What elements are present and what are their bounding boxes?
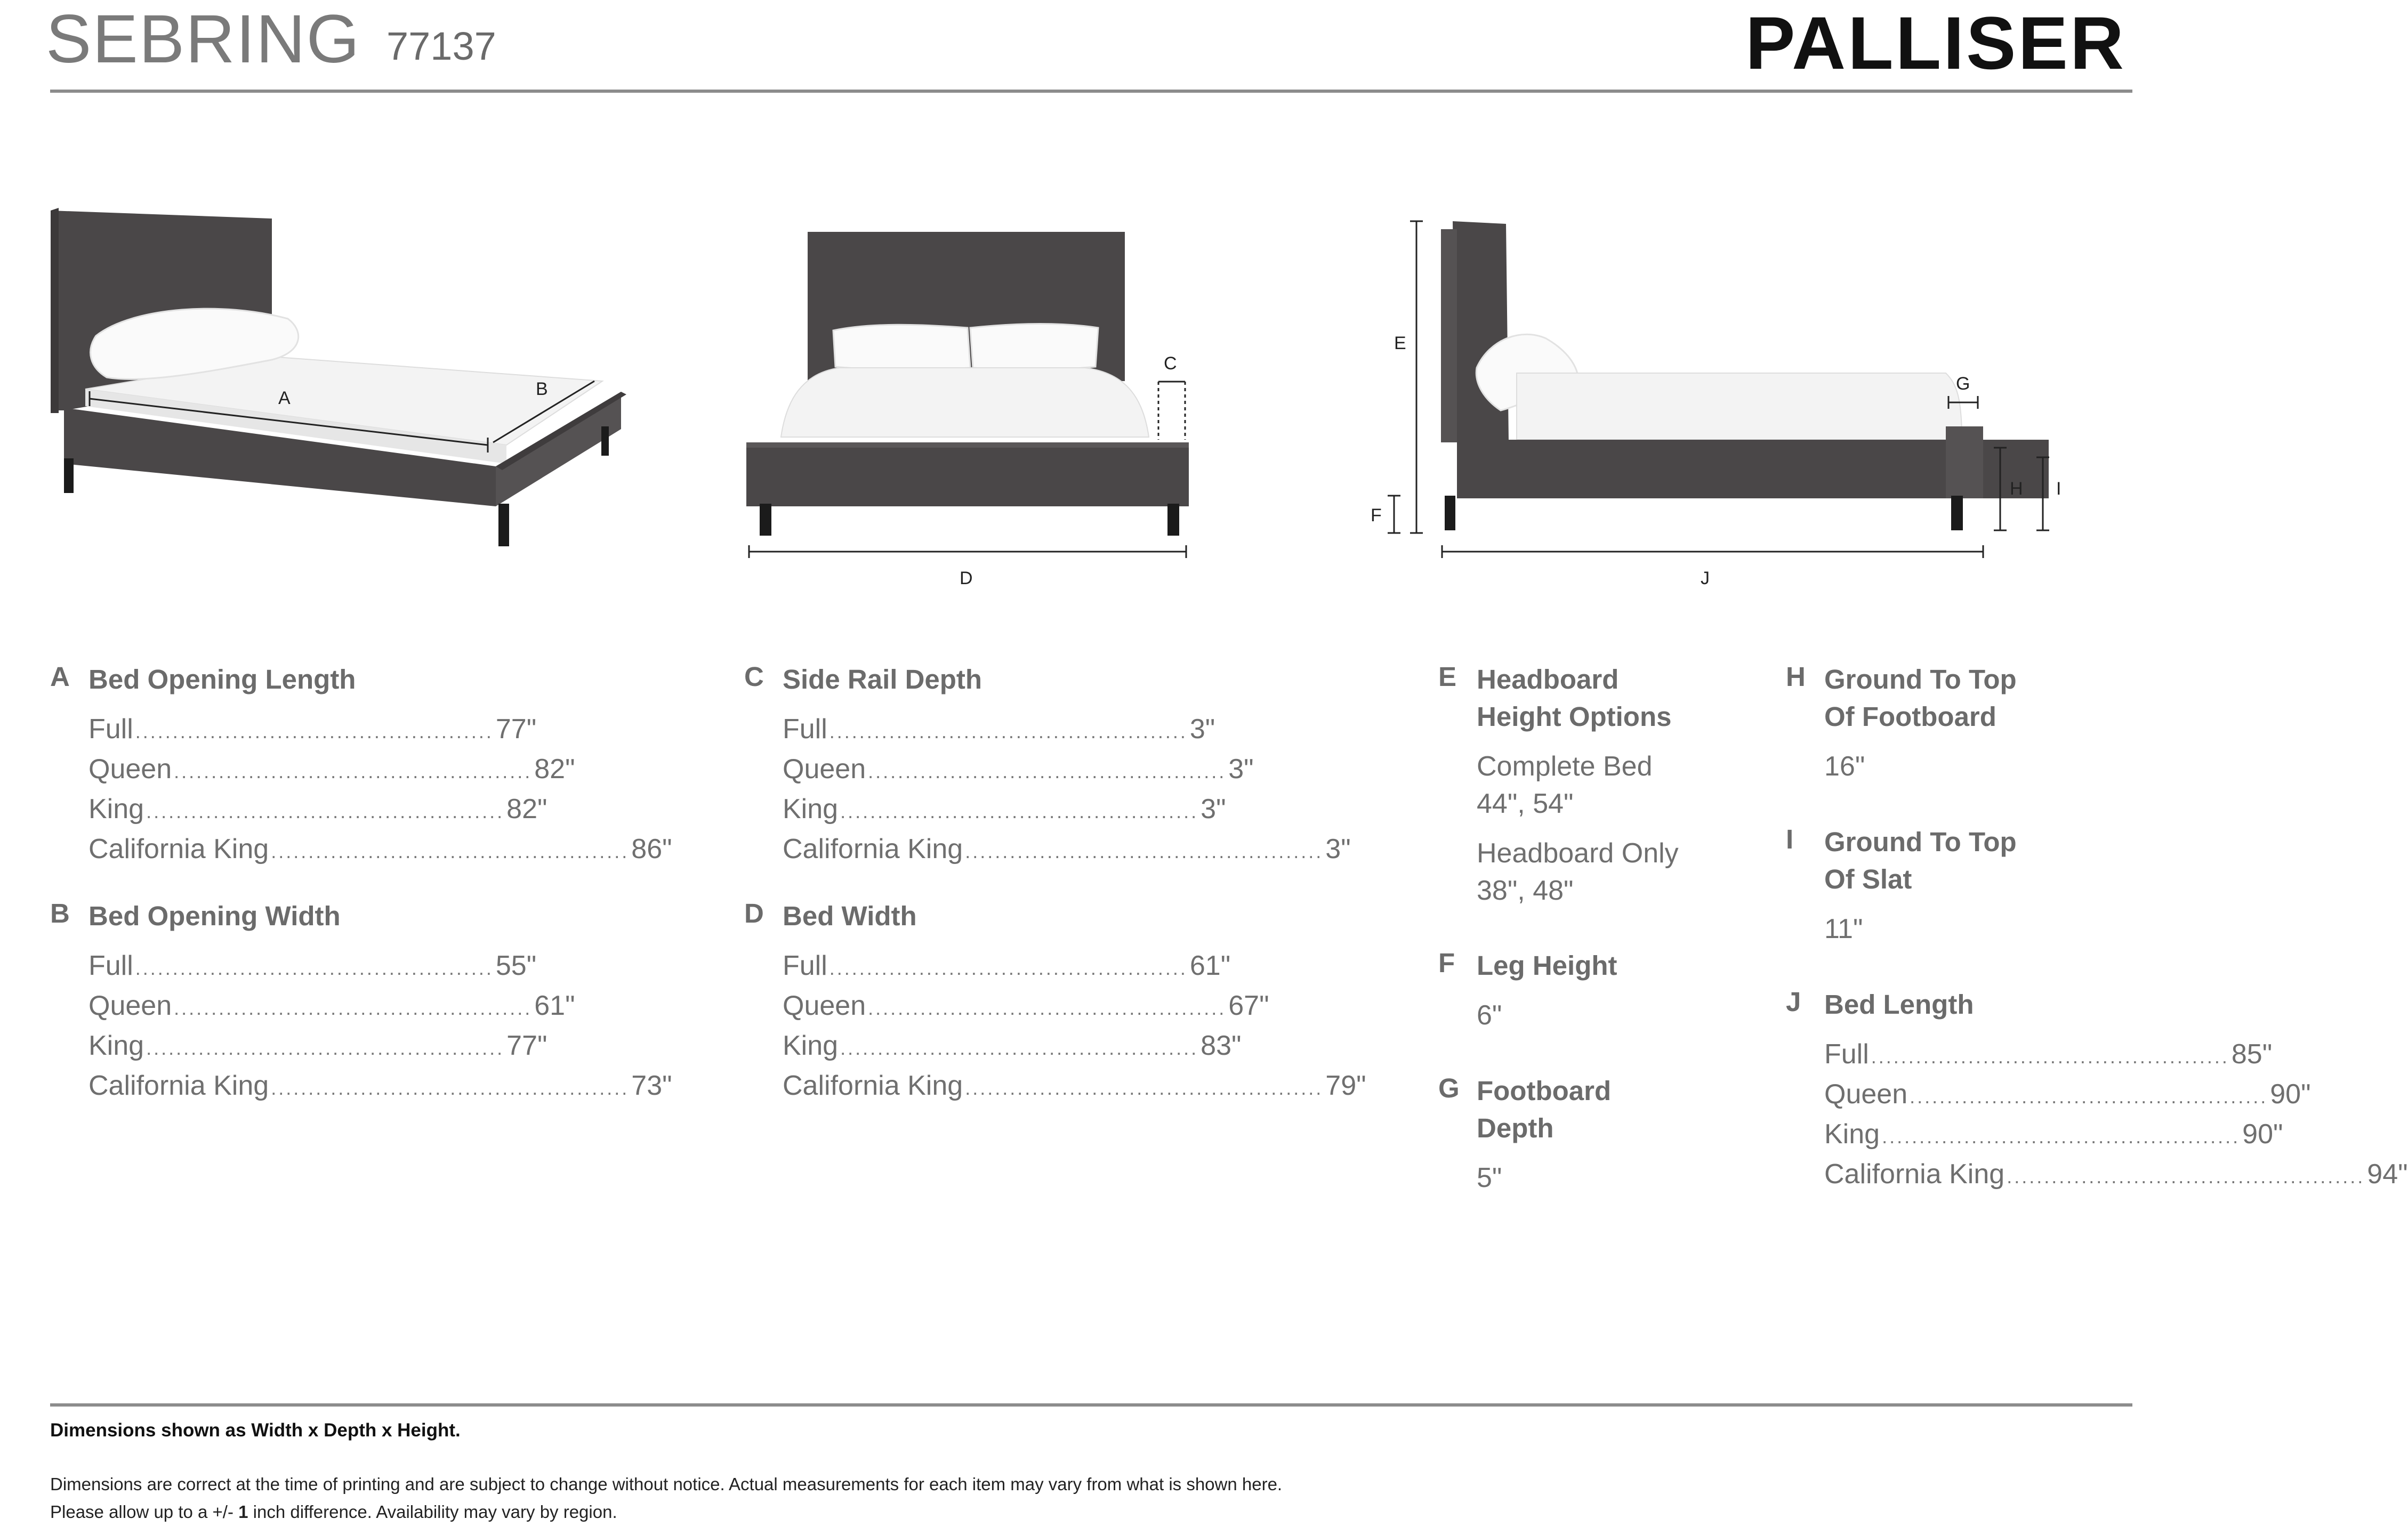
dimension-row: King ................................................ 83" [783,1030,1242,1061]
dimension-row: California King ................................................ 3" [783,834,1351,865]
dimension-label-j: J [1701,568,1710,588]
slat-height-value: 11" [1824,914,1863,944]
section-c-rows [783,710,1351,870]
bed-side-view [1362,213,2108,586]
dimension-row: California King ................................................ 94" [1824,1159,2408,1190]
section-letter-g: G [1438,1073,1460,1103]
dimension-row: King ................................................ 82" [88,794,547,825]
section-title-f: Leg Height [1477,950,1617,981]
leg-height-value: 6" [1477,1000,1502,1031]
disclaimer-line-2: Please allow up to a +/- 1 inch difference. Availability may vary by region. [50,1502,617,1522]
section-a-rows [88,710,672,870]
section-title-i-line1: Ground To Top [1824,827,2017,857]
footboard-depth-value: 5" [1477,1162,1502,1193]
section-title-e-line1: Headboard [1477,664,1619,694]
leg-shape [601,426,609,456]
dimension-label-e: E [1394,333,1406,353]
section-letter-d: D [744,898,764,928]
section-letter-a: A [50,661,70,692]
dimensions-note: Dimensions shown as Width x Depth x Height. [50,1420,461,1441]
product-code: 77137 [386,24,496,68]
leg-shape [1445,496,1455,530]
dimension-row: Queen ................................................ 67" [783,990,1269,1021]
section-b-rows [88,947,672,1107]
pillow-shape [833,325,970,369]
footboard-shape [746,442,1189,506]
bed-front-view [744,224,1207,586]
dimension-row: California King ................................................ 73" [88,1070,672,1101]
section-j-rows [1824,1036,2408,1195]
leg-shape [760,504,771,536]
dimension-row: California King ................................................ 86" [88,834,672,865]
section-title-e-line2: Height Options [1477,701,1672,732]
leg-shape [64,458,74,493]
dimension-row: Full ................................................ 3" [783,714,1215,745]
section-title-b: Bed Opening Width [88,901,341,931]
section-letter-j: J [1786,987,1801,1017]
section-letter-i: I [1786,824,1794,854]
brand-logo: PALLISER [1745,1,2126,85]
dimension-row: King ................................................ 77" [88,1030,547,1061]
mattress-shape [1517,373,1962,440]
section-title-h-line2: Of Footboard [1824,701,1996,732]
headboard-only-label: Headboard Only [1477,838,1679,869]
dimension-label-a: A [278,388,291,408]
dimension-label-h: H [2010,479,2023,499]
footboard-height-value: 16" [1824,751,1865,782]
dimension-label-g: G [1956,374,1970,394]
section-d-rows [783,947,1366,1107]
header-divider [50,90,2132,93]
footer-divider [50,1403,2132,1407]
dimension-row: Full ................................................ 55" [88,950,537,981]
section-title-j: Bed Length [1824,989,1974,1020]
dimension-label-d: D [960,568,973,588]
section-title-i-line2: Of Slat [1824,864,1912,894]
section-letter-c: C [744,661,764,692]
dimension-row: Queen ................................................ 82" [88,754,575,785]
headboard-only-value: 38", 48" [1477,875,1574,906]
section-title-c: Side Rail Depth [783,664,982,694]
pillow-shape [970,324,1098,370]
mattress-shape [781,368,1149,437]
footboard-shape [1946,426,1983,498]
disclaimer-line-1: Dimensions are correct at the time of printing and are subject to change without notice. Actual measurements for each item may vary from what is shown here. [50,1474,1283,1494]
product-name: SEBRING [46,1,361,77]
leg-shape [1167,504,1179,536]
dimension-row: Full ................................................ 61" [783,950,1231,981]
dimension-row: King ................................................ 3" [783,794,1226,825]
section-letter-h: H [1786,661,1806,692]
section-title-d: Bed Width [783,901,917,931]
dimension-row: Queen ................................................ 61" [88,990,575,1021]
section-letter-e: E [1438,661,1457,692]
section-letter-b: B [50,898,70,928]
dimension-label-b: B [536,379,548,399]
dimension-row: Queen ................................................ 90" [1824,1079,2311,1110]
section-title-g-line2: Depth [1477,1113,1554,1143]
section-title-g-line1: Footboard [1477,1076,1612,1106]
leg-shape [1951,496,1963,530]
dimension-row: Full ................................................ 85" [1824,1039,2273,1070]
dimension-label-i: I [2056,479,2061,499]
dimension-row: King ................................................ 90" [1824,1119,2283,1150]
complete-bed-label: Complete Bed [1477,751,1653,782]
dimension-label-c: C [1164,353,1177,374]
dimension-row: California King ................................................ 79" [783,1070,1366,1101]
dimension-label-f: F [1371,505,1382,526]
section-letter-f: F [1438,948,1455,978]
leg-shape [498,504,509,546]
section-title-h-line1: Ground To Top [1824,664,2017,694]
complete-bed-value: 44", 54" [1477,788,1574,819]
bed-angled-view [48,176,677,581]
section-title-a: Bed Opening Length [88,664,356,694]
dimension-row: Queen ................................................ 3" [783,754,1254,785]
dimension-row: Full ................................................ 77" [88,714,537,745]
